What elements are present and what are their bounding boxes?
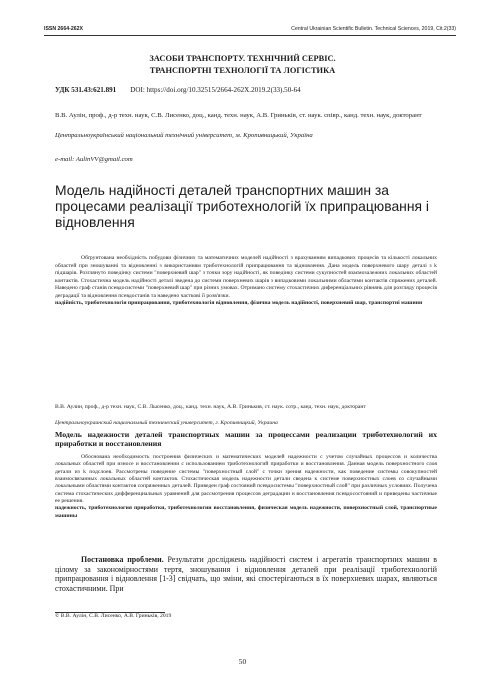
keywords-ru: надежность, триботехнология приработки, триботехнологии восстановления, физическая модель надежности, поверхностный слой, транспортные машины [55, 505, 437, 519]
abstract-uk-text: Обґрунтована необхідність побудови фізичних та математичних моделей надійності з врахуванням випадкових процесів та кількості локальних областей при зношуванні та відновленні з використанням триботехнологій припрацювання та відновлення. Дана модель поверхневого шару деталі з k підшарів. Розглянуто поведінку системи "поверхневий шар" з точки зору надійності, як поведінку системи сукупностей взаємозалежних локальних областей контактів. Стохастична модель надійності деталі зведена до системи поверхневих шарів з випадковими локальними областями контактів спряжених деталей. Наведено граф станів псевдосистеми "поверхневий шар" при різних умовах. Отримано систему стохастичних диференціальних рівнянь для розгляду процесів деградації та відновлення псевдостанів та наведено часткові її розв'язки. [55, 255, 437, 299]
abstract-ru [55, 454, 437, 520]
body-text [55, 555, 437, 594]
problem-paragraph [55, 555, 437, 594]
article-title-uk: Модель надійності деталей транспортних машин за процесами реалізації триботехнологій їх припрацювання і відновлення [55, 182, 429, 230]
article-title-ru: Модель надежности деталей транспортных машин за процессами реализации триботехнологий их приработки и восстановления [55, 430, 437, 448]
authors-ru: В.В. Аулин, проф., д-р техн. наук, С.В. Лысенко, доц., канд. техн. наук, А.В. Гринькив, ст. наук. сотр., канд. техн. наук, докторант [55, 404, 366, 410]
copyright-footnote: © В.В. Аулін, С.В. Лисенко, А.В. Гриньків, 2019 [55, 613, 172, 619]
issn: ISSN 2664-262X [44, 26, 83, 32]
abstract-uk [55, 255, 437, 308]
problem-heading: Постановка проблеми. [81, 555, 164, 564]
header-rule [44, 35, 456, 36]
udc-line [55, 86, 301, 94]
abstract-ru-text: Обоснована необходимость построения физических и математических моделей надежности с учетом случайных процессов и количества локальных областей при износе и восстановлении с использованием триботехнологий приработки и восстановления. Данная модель поверхностного слоя детали из k подслоев. Рассмотрены поведение системы "поверхностный слой" с точки зрения надежности, как поведение системы совокупностей взаимосвязанных локальных областей контактов. Стохастическая модель надежности детали сведена к системе поверхностных слоев со случайными локальными областями контактов сопряженных деталей. Приведен граф состояний псевдосистемы "поверхностный слой" при различных условиях. Получена система стохастических дифференциальных уравнений для рассмотрения процессов деградации и восстановления псевдосостояний и приведены частичные ее решения. [55, 454, 437, 505]
doi-link[interactable]: DOI: https://doi.org/10.32515/2664-262X.2019.2(33).50-64 [130, 86, 301, 94]
section-heading-line2: ТРАНСПОРТНІ ТЕХНОЛОГІЇ ТА ЛОГІСТИКА [149, 66, 336, 75]
affiliation-uk: Центральноукраїнський національний технічний університет, м. Кропивницький, Україна [55, 132, 313, 139]
page-number: 50 [238, 657, 247, 666]
authors-uk: В.В. Аулін, проф., д-р техн. наук, С.В. Лисенко, доц., канд. техн. наук, А.В. Гриньків, ст. наук. співр., канд. техн. наук, докторант [55, 112, 422, 119]
udc-code: УДК 531.43:621.891 [55, 86, 117, 94]
journal-name: Central Ukrainian Scientific Bulletin. Technical Sciences, 2019, Cit.2(33) [291, 26, 456, 32]
keywords-uk: надійність, триботехнологія припрацювання, триботехнологія відновлення, фізична модель надійності, поверхневий шар, транспортні машини [55, 300, 423, 307]
problem-text: Результати досліджень надійності систем і агрегатів транспортних машин в цілому за закономірностями тертя, зношування і відновлення деталей при реалізації триботехнологій припрацювання і відновлення [1-3] свідчать, що зміни, які спостерігаються в їх поверхневих шарах, являються стохастичними. При [55, 555, 437, 593]
affiliation-ru: Центральноукраинский национальный технический университет, г. Кропивницкий, Украина [55, 420, 278, 426]
section-heading-line1: ЗАСОБИ ТРАНСПОРТУ. ТЕХНІЧНИЙ СЕРВІС. [149, 54, 336, 63]
author-email[interactable]: e-mail: AulinVV@gmail.com [55, 156, 133, 163]
